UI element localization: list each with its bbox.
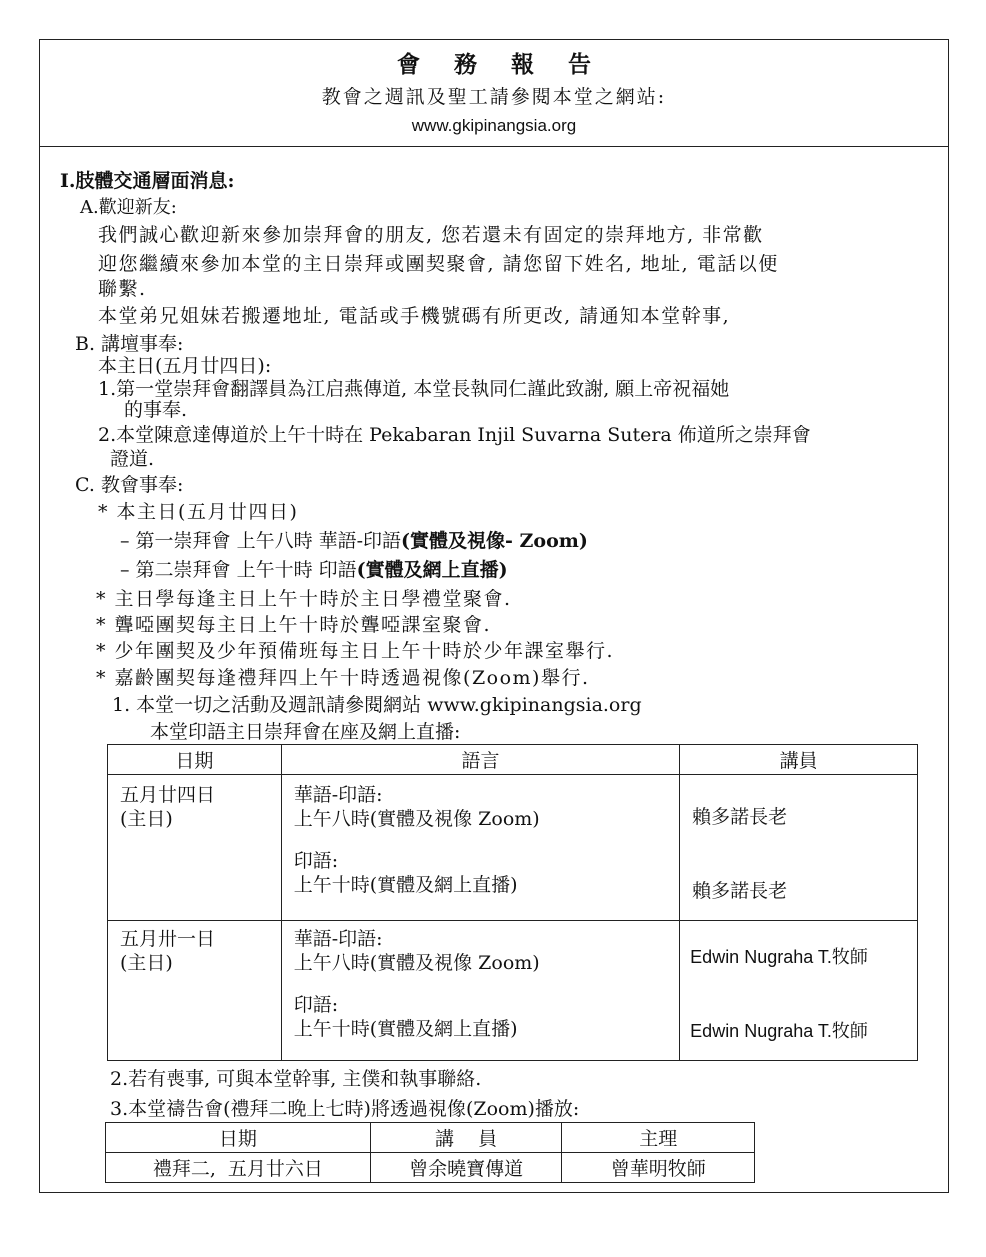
service-format: (實體及視像- Zoom) <box>401 530 588 552</box>
language-text: 華語-印語: <box>293 784 383 806</box>
header-speaker: 講 員 <box>370 1123 562 1153</box>
service-time: 上午十時(實體及網上直播) <box>293 1018 518 1040</box>
header-date: 日期 <box>106 1123 371 1153</box>
speaker-name: Edwin Nugraha T.牧師 <box>690 1021 868 1041</box>
funeral-note: 2.若有喪事, 可與本堂幹事, 主僕和執事聯絡. <box>110 1068 482 1090</box>
service-time: 上午十時(實體及網上直播) <box>293 874 518 896</box>
website-note: 1. 本堂一切之活動及週訊請參閱網站 www.gkipinangsia.org <box>112 694 642 716</box>
date-day: (主日) <box>120 808 173 830</box>
service-time: 上午八時(實體及視像 Zoom) <box>293 808 540 830</box>
language-cell <box>281 921 679 1061</box>
section-b-label: B. 講壇事奉: <box>75 333 184 355</box>
header-leader: 主理 <box>562 1123 755 1153</box>
service-text: – 第一崇拜會 上午八時 華語-印語 <box>120 530 402 552</box>
date-day: (主日) <box>120 952 173 974</box>
language-text: 華語-印語: <box>293 928 383 950</box>
date-cell <box>108 775 282 921</box>
speaker-cell <box>680 921 918 1061</box>
activity-note: * 少年團契及少年預備班每主日上午十時於少年課室舉行. <box>96 640 615 662</box>
prayer-leader: 曾華明牧師 <box>562 1153 755 1183</box>
service-time: 上午八時(實體及視像 Zoom) <box>293 952 540 974</box>
page-title: 會務報告 <box>397 51 625 78</box>
activity-note: * 嘉齡團契每逢禮拜四上午十時透過視像(Zoom)舉行. <box>96 667 590 689</box>
language-text: 印語: <box>293 850 339 872</box>
table-header-row <box>108 745 918 775</box>
language-cell <box>281 775 679 921</box>
table-header-row <box>106 1123 755 1153</box>
service-line <box>120 559 508 581</box>
welcome-line: 我們誠心歡迎新來參加崇拜會的朋友, 您若還未有固定的崇拜地方, 非常歡 <box>98 224 764 246</box>
report-header <box>40 40 948 147</box>
welcome-line: 迎您繼續來參加本堂的主日崇拜或團契聚會, 請您留下姓名, 地址, 電話以便 <box>98 253 779 275</box>
header-date: 日期 <box>108 745 282 775</box>
header-speaker: 講員 <box>680 745 918 775</box>
service-line <box>120 530 588 552</box>
pulpit-item-cont: 證道. <box>110 448 155 470</box>
church-date: * 本主日(五月廿四日) <box>98 501 299 523</box>
activity-note: * 主日學每逢主日上午十時於主日學禮堂聚會. <box>96 588 512 610</box>
welcome-line: 聯繫. <box>98 278 147 300</box>
language-text: 印語: <box>293 994 339 1016</box>
section-a-label: A.歡迎新友: <box>80 197 177 218</box>
welcome-line: 本堂弟兄姐妹若搬遷地址, 電話或手機號碼有所更改, 請通知本堂幹事, <box>98 305 731 327</box>
prayer-speaker: 曾余曉寶傳道 <box>370 1153 562 1183</box>
livestream-note: 本堂印語主日崇拜會在座及網上直播: <box>150 721 461 743</box>
table-row <box>108 921 918 1061</box>
pulpit-item: 1.第一堂崇拜會翻譯員為江启燕傳道, 本堂長執同仁謹此致謝, 願上帝祝福她 <box>98 378 730 400</box>
header-url: www.gkipinangsia.org <box>411 116 577 135</box>
prayer-table <box>105 1122 755 1183</box>
header-language: 語言 <box>281 745 679 775</box>
activity-note: * 聾啞團契每主日上午十時於聾啞課室聚會. <box>96 614 492 636</box>
date-text: 五月卅一日 <box>120 928 216 950</box>
prayer-meeting-note: 3.本堂禱告會(禮拜二晚上七時)將透過視像(Zoom)播放: <box>110 1098 580 1120</box>
header-subtitle: 教會之週訊及聖工請參閱本堂之網站: <box>321 86 667 108</box>
date-cell <box>108 921 282 1061</box>
date-text: 五月廿四日 <box>120 784 216 806</box>
service-text: – 第二崇拜會 上午十時 印語 <box>120 559 357 581</box>
prayer-date: 禮拜二, 五月廿六日 <box>106 1153 371 1183</box>
service-format: (實體及網上直播) <box>356 559 508 581</box>
table-row <box>106 1153 755 1183</box>
pulpit-item: 2.本堂陳意達傳道於上午十時在 Pekabaran Injil Suvarna Sutera 佈道所之崇拜會 <box>98 424 811 446</box>
section-c-label: C. 教會事奉: <box>75 474 184 496</box>
speaker-name: 賴多諾長老 <box>692 880 788 902</box>
table-row <box>108 775 918 921</box>
pulpit-item-cont: 的事奉. <box>124 399 188 421</box>
section-heading: I.肢體交通層面消息: <box>60 170 235 192</box>
speaker-cell <box>680 775 918 921</box>
schedule-table <box>107 744 918 1061</box>
speaker-name: Edwin Nugraha T.牧師 <box>690 947 868 967</box>
pulpit-date: 本主日(五月廿四日): <box>98 355 272 377</box>
speaker-name: 賴多諾長老 <box>692 806 788 828</box>
